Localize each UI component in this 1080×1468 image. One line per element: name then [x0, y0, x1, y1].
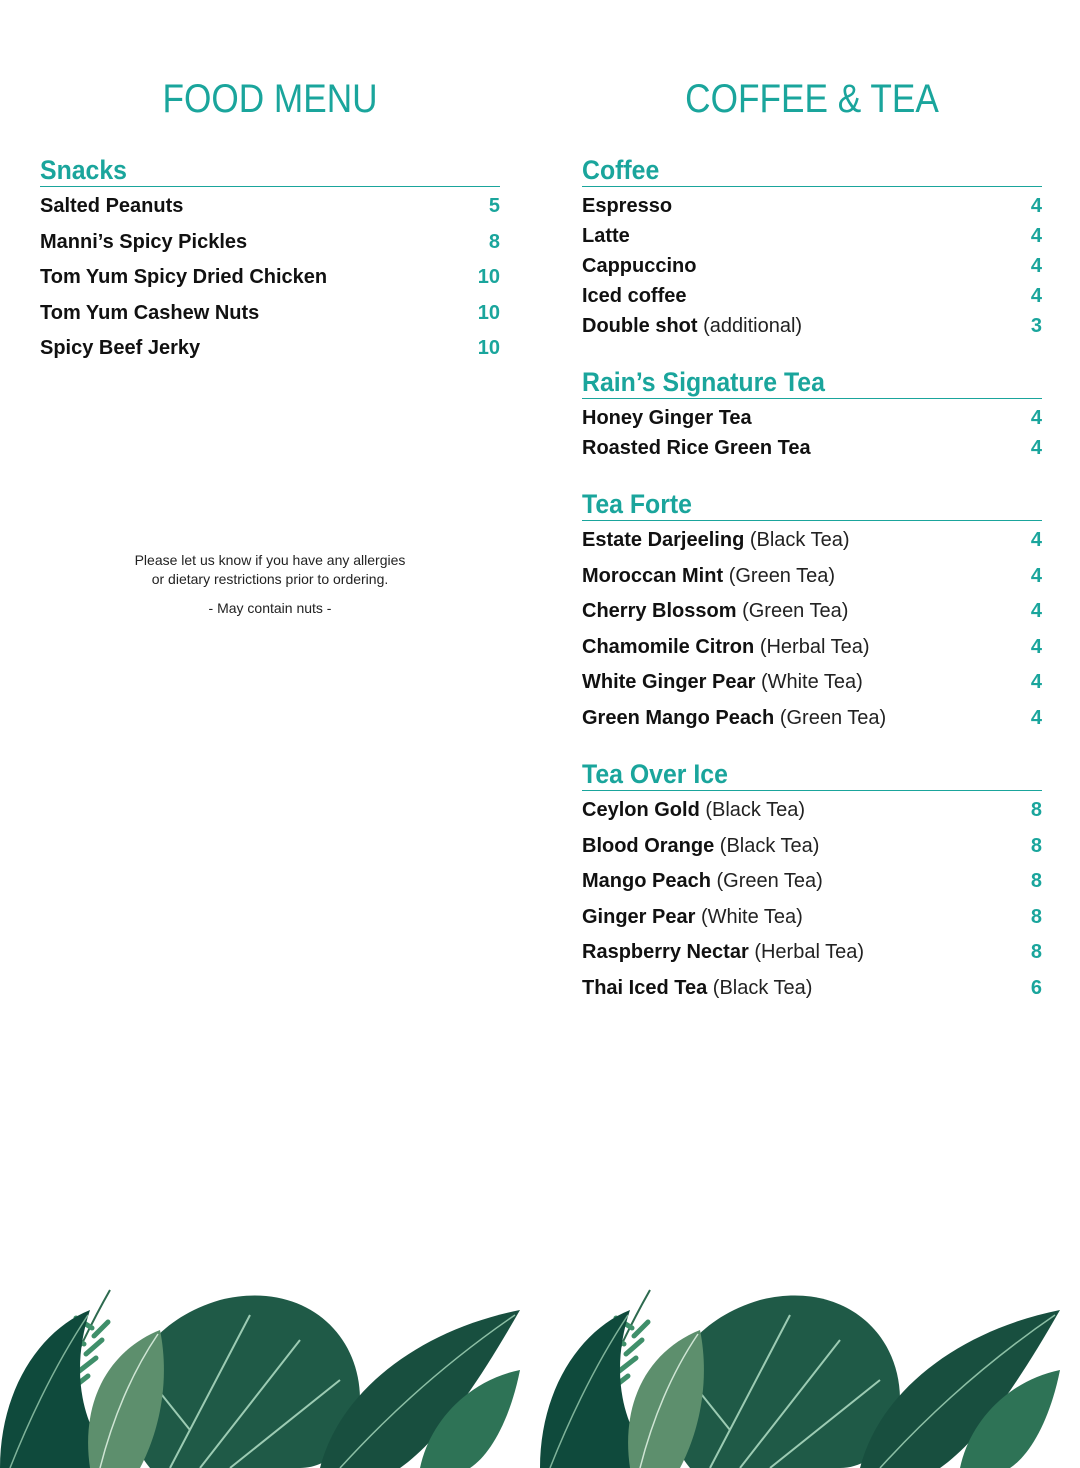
item-price: 8: [488, 230, 500, 253]
item-price: 8: [1030, 905, 1042, 928]
item-note: (Green Tea): [779, 706, 887, 729]
menu-item: [40, 335, 500, 371]
menu-item: [582, 253, 1042, 283]
menu-item: [582, 705, 1042, 741]
item-name: Spicy Beef Jerky: [40, 337, 201, 359]
item-note: (Black Tea): [719, 834, 820, 857]
menu-item: [582, 527, 1042, 563]
item-price: 4: [1030, 706, 1042, 729]
item-note: (Herbal Tea): [759, 635, 870, 658]
item-note: (additional): [703, 315, 803, 337]
menu-item: [40, 193, 500, 229]
menu-item: [582, 283, 1042, 313]
menu-item: [582, 904, 1042, 940]
drinks-menu-title: COFFEE & TEA: [685, 77, 939, 121]
section-heading: Tea Over Ice: [582, 758, 1042, 791]
item-name: Latte: [582, 225, 630, 247]
item-name: Mango Peach: [582, 870, 711, 893]
item-price: 10: [477, 337, 500, 359]
item-name: Roasted Rice Green Tea: [582, 437, 811, 459]
item-note: (White Tea): [760, 671, 863, 694]
section-signature-tea: [582, 366, 1042, 465]
item-price: 8: [1030, 834, 1042, 857]
item-list: [582, 193, 1042, 343]
item-name: Chamomile Citron: [582, 635, 755, 658]
item-name: Thai Iced Tea: [582, 976, 708, 999]
menu-item: [582, 435, 1042, 465]
item-price: 8: [1030, 799, 1042, 821]
section-tea-over-ice: [582, 758, 1042, 1011]
item-name: Cherry Blossom: [582, 600, 737, 623]
item-price: 4: [1030, 255, 1042, 277]
item-name: Espresso: [582, 195, 673, 217]
section-heading: Tea Forte: [582, 488, 1042, 521]
menu-item: [582, 634, 1042, 670]
food-menu-title: FOOD MENU: [162, 77, 378, 121]
tropical-leaves-decoration: [0, 1270, 1080, 1468]
item-name: Double shot: [582, 315, 698, 337]
item-list: [582, 405, 1042, 465]
item-price: 10: [477, 266, 500, 288]
item-note: (Black Tea): [712, 976, 813, 999]
item-price: 4: [1030, 564, 1042, 587]
menu-item: [582, 193, 1042, 223]
item-name: Estate Darjeeling: [582, 529, 745, 551]
item-name: Ginger Pear: [582, 905, 696, 928]
item-note: (White Tea): [700, 905, 803, 928]
allergy-notice: [40, 551, 500, 618]
item-price: 4: [1030, 195, 1042, 217]
section-heading: Coffee: [582, 154, 1042, 187]
item-name: Iced coffee: [582, 285, 687, 307]
item-price: 4: [1030, 225, 1042, 247]
item-name: Salted Peanuts: [40, 195, 184, 217]
item-price: 4: [1030, 635, 1042, 658]
item-name: Tom Yum Cashew Nuts: [40, 301, 260, 324]
nuts-warning: - May contain nuts -: [208, 600, 332, 616]
menu-item: [582, 868, 1042, 904]
section-tea-forte: [582, 488, 1042, 741]
notice-line: Please let us know if you have any allergies: [134, 552, 406, 568]
notice-line: or dietary restrictions prior to ordering.: [151, 571, 389, 587]
item-price: 4: [1030, 600, 1042, 623]
menu-item: [582, 598, 1042, 634]
item-price: 4: [1030, 407, 1042, 429]
item-note: (Herbal Tea): [754, 941, 864, 964]
item-name: Moroccan Mint: [582, 564, 724, 587]
item-price: 8: [1030, 941, 1042, 964]
section-snacks: [40, 154, 500, 371]
item-name: Tom Yum Spicy Dried Chicken: [40, 266, 328, 288]
item-price: 10: [477, 301, 500, 324]
menu-item: [40, 300, 500, 336]
item-name: White Ginger Pear: [582, 671, 756, 694]
menu-item: [582, 313, 1042, 343]
menu-item: [582, 833, 1042, 869]
menu-item: [582, 669, 1042, 705]
item-name: Cappuccino: [582, 255, 697, 277]
item-price: 3: [1030, 315, 1042, 337]
item-price: 4: [1030, 437, 1042, 459]
item-note: (Black Tea): [705, 799, 806, 821]
section-heading: Rain’s Signature Tea: [582, 366, 1042, 399]
item-list: [582, 797, 1042, 1011]
item-price: 4: [1030, 285, 1042, 307]
item-name: Honey Ginger Tea: [582, 407, 752, 429]
item-name: Manni’s Spicy Pickles: [40, 230, 248, 253]
menu-item: [582, 939, 1042, 975]
item-note: (Green Tea): [728, 564, 836, 587]
item-price: 8: [1030, 870, 1042, 893]
item-name: Blood Orange: [582, 834, 715, 857]
item-name: Ceylon Gold: [582, 799, 700, 821]
section-coffee: [582, 154, 1042, 343]
section-heading: Snacks: [40, 154, 500, 187]
item-list: [582, 527, 1042, 741]
item-name: Raspberry Nectar: [582, 941, 749, 964]
item-price: 6: [1030, 976, 1042, 999]
menu-item: [582, 975, 1042, 1011]
menu-item: [40, 264, 500, 300]
item-note: (Black Tea): [749, 529, 850, 551]
item-name: Green Mango Peach: [582, 706, 775, 729]
item-price: 4: [1030, 529, 1042, 551]
menu-item: [40, 229, 500, 265]
menu-item: [582, 223, 1042, 253]
menu-item: [582, 797, 1042, 833]
item-price: 5: [488, 195, 500, 217]
item-price: 4: [1030, 671, 1042, 694]
item-note: (Green Tea): [716, 870, 823, 893]
menu-item: [582, 405, 1042, 435]
menu-item: [582, 563, 1042, 599]
item-note: (Green Tea): [742, 600, 849, 623]
item-list: [40, 193, 500, 371]
